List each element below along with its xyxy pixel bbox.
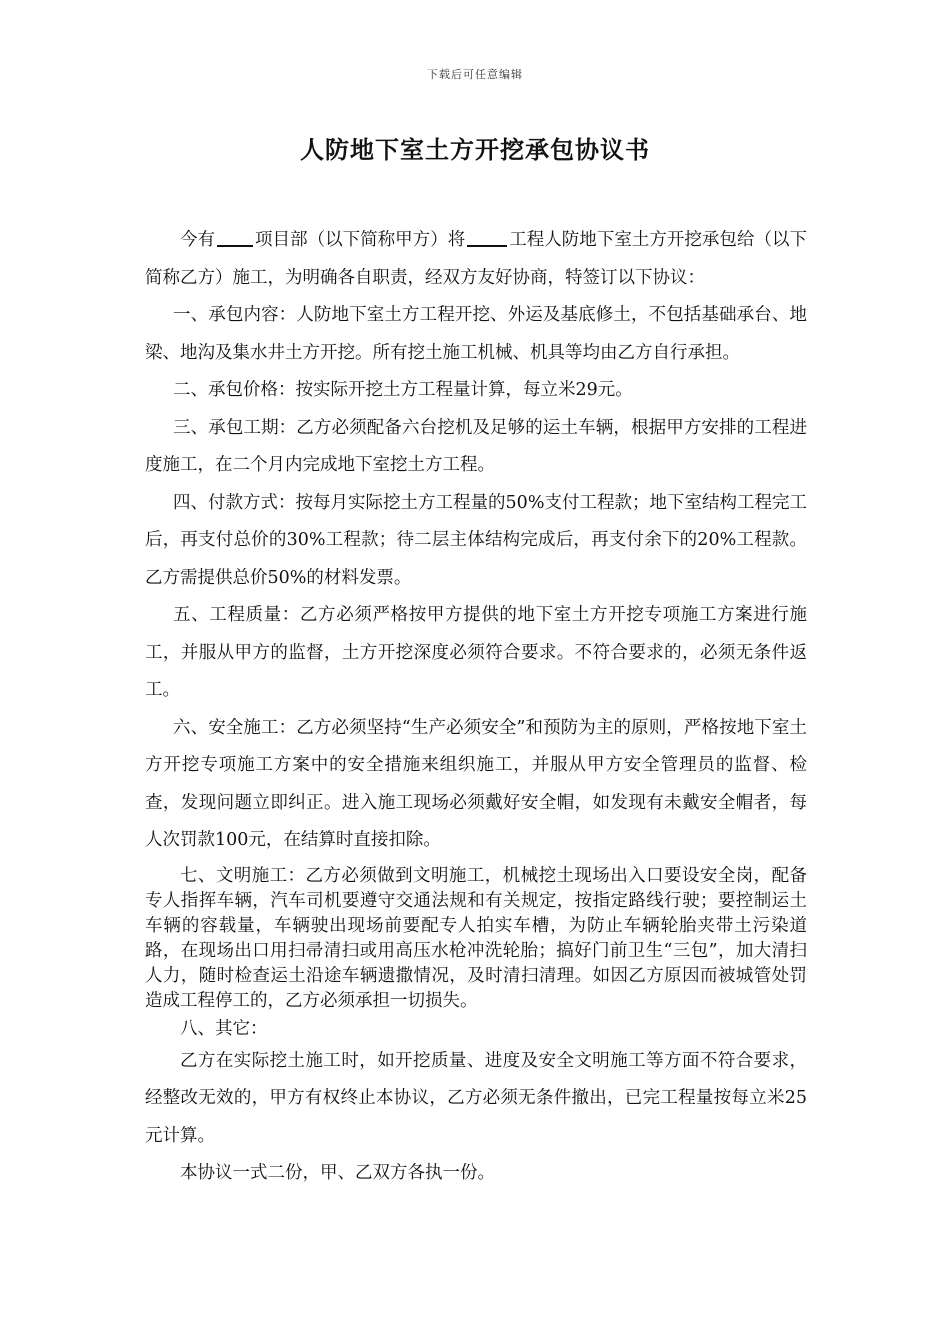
clause-6-safety: 六、安全施工：乙方必须坚持“生产必须安全”和预防为主的原则，严格按地下室土方开挖专项施工方案中的安全措施来组织施工，并服从甲方安全管理员的监督、检查，发现问题立即纠正。进入施工现场必须戴好安全帽，如发现有未戴安全帽者，每人次罚款100元，在结算时直接扣除。 (145, 717, 807, 850)
intro-text-2: 项目部（以下简称甲方）将 (255, 230, 466, 250)
blank-project-dept (217, 229, 253, 247)
document-body (145, 222, 807, 1193)
clause-1-content: 一、承包内容：人防地下室土方工程开挖、外运及基底修土，不包括基础承台、地梁、地沟及集水井土方开挖。所有挖土施工机械、机具等均由乙方自行承担。 (145, 305, 807, 363)
intro-text-1: 今有 (180, 230, 216, 250)
intro-text-3: 工程人防地下室土方开挖承包给（以下简称乙方）施工，为明确各自职责，经双方友好协商，特签订以下协议： (145, 230, 807, 288)
clause-3-duration: 三、承包工期：乙方必须配备六台挖机及足够的运土车辆，根据甲方安排的工程进度施工，在二个月内完成地下室挖土方工程。 (145, 417, 807, 475)
clause-5-quality: 五、工程质量：乙方必须严格按甲方提供的地下室土方开挖专项施工方案进行施工，并服从甲方的监督，土方开挖深度必须符合要求。不符合要求的，必须无条件返工。 (145, 605, 807, 700)
clause-8-other: 乙方在实际挖土施工时，如开挖质量、进度及安全文明施工等方面不符合要求，经整改无效的，甲方有权终止本协议，乙方必须无条件撤出，已完工程量按每立米25元计算。 (145, 1050, 807, 1146)
clause-8-heading: 八、其它： (180, 1018, 268, 1039)
header-note: 下载后可任意编辑 (427, 68, 523, 81)
document-title: 人防地下室土方开挖承包协议书 (300, 135, 650, 164)
blank-project-name (467, 229, 507, 247)
clause-2-price: 二、承包价格：按实际开挖土方工程量计算，每立米29元。 (173, 380, 633, 400)
clause-7-civilized-construction: 七、文明施工：乙方必须做到文明施工，机械挖土现场出入口要设安全岗，配备专人指挥车辆，汽车司机要遵守交通法规和有关规定，按指定路线行驶；要控制运土车辆的容载量，车辆驶出现场前要配专人拍实车槽，为防止车辆轮胎夹带土污染道路，在现场出口用扫帚清扫或用高压水枪冲洗轮胎；搞好门前卫生“三包”，加大清扫人力，随时检查运土沿途车辆遗撒情况，及时清扫清理。如因乙方原因而被城管处罚造成工程停工的，乙方必须承担一切损失。 (145, 865, 807, 1011)
closing-statement: 本协议一式二份，甲、乙双方各执一份。 (180, 1163, 495, 1183)
intro-paragraph (145, 222, 807, 297)
clause-4-payment: 四、付款方式：按每月实际挖土方工程量的50%支付工程款；地下室结构工程完工后，再支付总价的30%工程款；待二层主体结构完成后，再支付余下的20%工程款。乙方需提供总价50%的材料发票。 (145, 492, 807, 588)
